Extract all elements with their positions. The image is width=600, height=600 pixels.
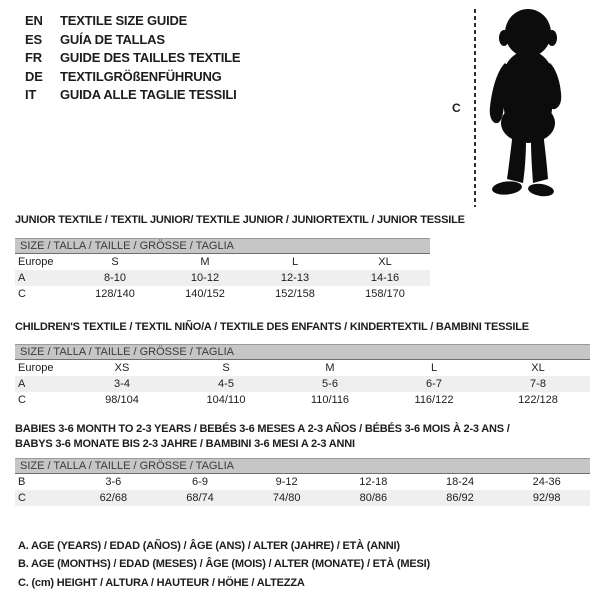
language-code: EN	[25, 13, 43, 28]
height-measure-label: C	[452, 101, 461, 115]
height-measure-dashed-line	[474, 9, 476, 207]
cell-value: 80/86	[359, 492, 388, 504]
language-label: GUÍA DE TALLAS	[60, 31, 165, 47]
language-label: TEXTILE SIZE GUIDE	[60, 13, 188, 28]
row-label: C	[18, 394, 26, 406]
legend-height: C. (cm) HEIGHT / ALTURA / HAUTEUR / HÖHE / ALTEZZA	[18, 576, 305, 589]
size-table-children	[15, 344, 590, 408]
column-header: L	[430, 362, 438, 374]
legend-age-months: B. AGE (MONTHS) / EDAD (MESES) / ÂGE (MOIS) / ALTER (MONATE) / ETÀ (MESI)	[18, 558, 430, 571]
language-code: FR	[25, 50, 42, 65]
table-title-babies-line2: BABYS 3-6 MONATE BIS 2-3 JAHRE / BAMBINI 3-6 MESI A 2-3 ANNI	[15, 437, 355, 450]
table-row-columns	[15, 360, 590, 376]
size-header-bar: SIZE / TALLA / TAILLE / GRÖSSE / TAGLIA	[15, 344, 590, 360]
cell-value: 14-16	[370, 272, 400, 284]
measurement-legend	[18, 537, 430, 592]
table-row-height	[15, 490, 590, 506]
language-label: TEXTILGRÖßENFÜHRUNG	[60, 68, 222, 84]
column-header: XL	[378, 256, 392, 268]
language-code: DE	[25, 68, 43, 84]
size-header-bar: SIZE / TALLA / TAILLE / GRÖSSE / TAGLIA	[15, 238, 430, 254]
cell-value: 98/104	[105, 394, 139, 406]
language-code: ES	[25, 31, 42, 47]
table-title-babies-line1: BABIES 3-6 MONTH TO 2-3 YEARS / BEBÉS 3-6 MESES A 2-3 AÑOS / BÉBÉS 3-6 MOIS À 2-3 ANS /	[15, 423, 510, 435]
row-label: C	[18, 492, 26, 504]
column-header: M	[200, 256, 210, 268]
cell-value: 140/152	[185, 288, 225, 300]
size-header-bar: SIZE / TALLA / TAILLE / GRÖSSE / TAGLIA	[15, 458, 590, 474]
language-row-en	[25, 12, 240, 31]
size-table-junior	[15, 238, 430, 302]
cell-value: 122/128	[518, 394, 558, 406]
cell-value: 7-8	[530, 378, 546, 390]
cell-value: 18-24	[445, 476, 475, 488]
baby-silhouette-icon	[487, 7, 567, 207]
cell-value: 24-36	[532, 476, 561, 488]
table-title-children: CHILDREN'S TEXTILE / TEXTIL NIÑO/A / TEXTILE DES ENFANTS / KINDERTEXTIL / BAMBINI TESSILE	[15, 321, 529, 333]
table-row-age-months	[15, 474, 590, 490]
cell-value: 3-6	[105, 476, 122, 488]
row-label: B	[18, 476, 26, 488]
cell-value: 6-7	[426, 378, 442, 390]
column-header: XS	[114, 362, 130, 374]
column-header: L	[291, 256, 299, 268]
cell-value: 110/116	[310, 394, 350, 406]
column-header: XL	[531, 362, 545, 374]
cell-value: 5-6	[322, 378, 338, 390]
cell-value: 128/140	[95, 288, 135, 300]
language-list	[25, 12, 240, 105]
cell-value: 92/98	[532, 492, 561, 504]
cell-value: 86/92	[446, 492, 474, 504]
cell-value: 12-13	[280, 272, 310, 284]
cell-value: 12-18	[359, 476, 388, 488]
cell-value: 104/110	[206, 394, 246, 406]
cell-value: 3-4	[114, 378, 130, 390]
cell-value: 62/68	[99, 492, 128, 504]
table-title-babies	[15, 422, 510, 451]
table-title-junior: JUNIOR TEXTILE / TEXTIL JUNIOR/ TEXTILE JUNIOR / JUNIORTEXTIL / JUNIOR TESSILE	[15, 214, 465, 226]
column-header: M	[325, 362, 335, 374]
language-row-fr	[25, 49, 240, 68]
row-label: A	[18, 378, 26, 390]
language-label: GUIDA ALLE TAGLIE TESSILI	[60, 87, 237, 102]
language-row-it	[25, 86, 240, 105]
language-row-de	[25, 68, 240, 87]
column-header: S	[222, 362, 230, 374]
cell-value: 6-9	[192, 476, 208, 488]
table-row-age	[15, 270, 430, 286]
region-label: Europe	[18, 362, 54, 374]
cell-value: 68/74	[186, 492, 214, 504]
cell-value: 10-12	[190, 272, 220, 284]
region-label: Europe	[18, 256, 54, 268]
table-row-age	[15, 376, 590, 392]
language-label: GUIDE DES TAILLES TEXTILE	[60, 50, 241, 65]
size-table-babies	[15, 458, 590, 506]
language-code: IT	[25, 87, 37, 102]
row-label: A	[18, 272, 26, 284]
column-header: S	[111, 256, 119, 268]
table-row-columns	[15, 254, 430, 270]
table-row-height	[15, 286, 430, 302]
language-row-es	[25, 31, 240, 50]
cell-value: 74/80	[272, 492, 301, 504]
cell-value: 4-5	[218, 378, 234, 390]
cell-value: 158/170	[365, 288, 405, 300]
legend-age-years: A. AGE (YEARS) / EDAD (AÑOS) / ÂGE (ANS) / ALTER (JAHRE) / ETÀ (ANNI)	[18, 540, 400, 552]
cell-value: 9-12	[275, 476, 298, 488]
cell-value: 116/122	[414, 394, 454, 406]
row-label: C	[18, 288, 26, 300]
cell-value: 8-10	[103, 272, 127, 284]
table-row-height	[15, 392, 590, 408]
cell-value: 152/158	[275, 288, 315, 300]
